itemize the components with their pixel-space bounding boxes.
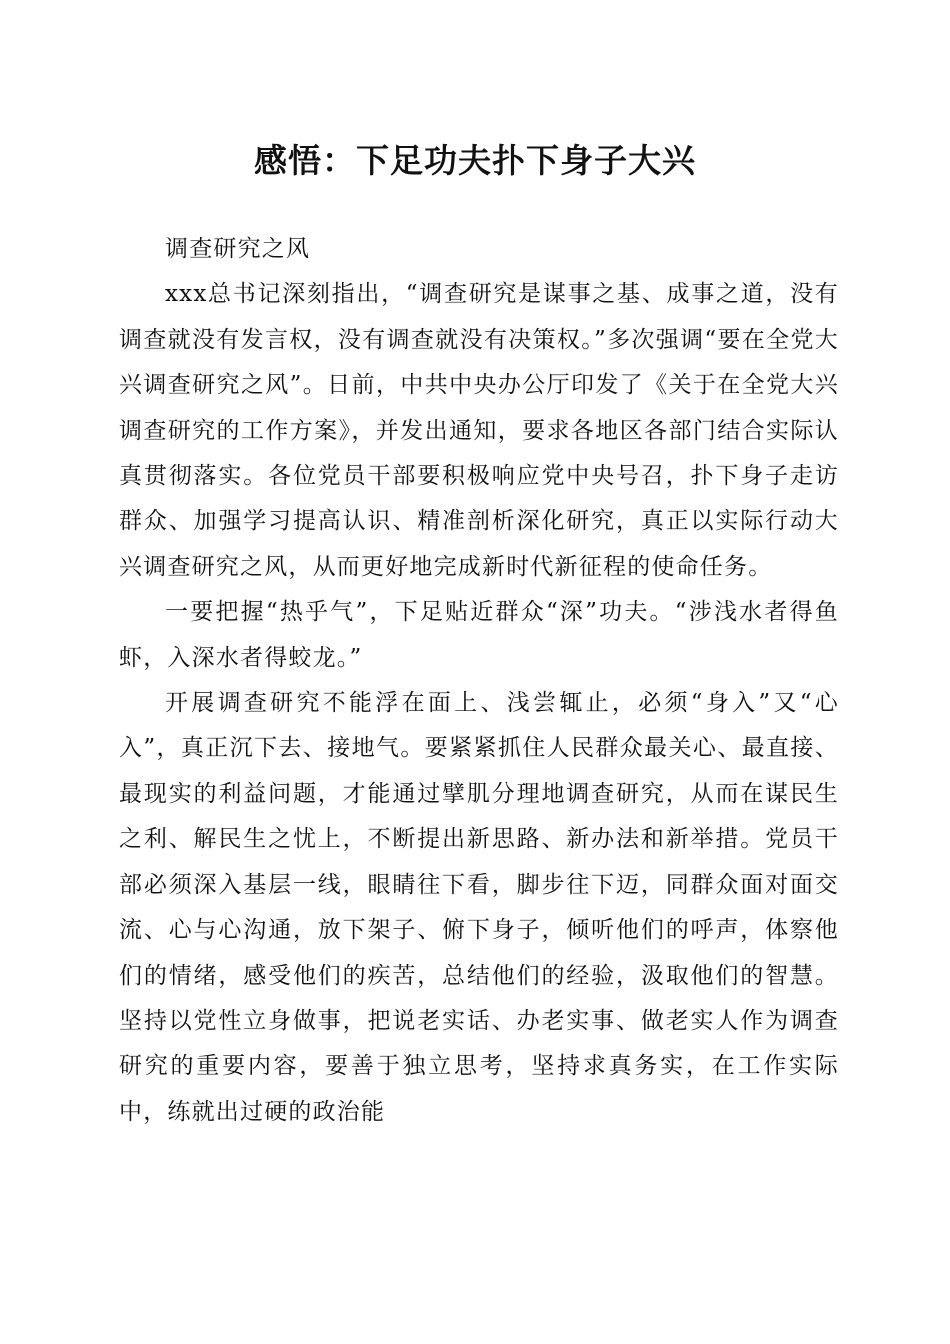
paragraph: xxx总书记深刻指出，“调查研究是谋事之基、成事之道，没有调查就没有发言权，没有调查就没有决策权。”多次强调“要在全党大兴调查研究之风”。日前，中共中央办公厅印发了《关于在全党大兴调查研究的工作方案》，并发出通知，要求各地区各部门结合实际认真贯彻落实。各位党员干部要积极响应党中央号召，扑下身子走访群众、加强学习提高认识、精准剖析深化研究，真正以实际行动大兴调查研究之风，从而更好地完成新时代新征程的使命任务。 bbox=[119, 281, 839, 580]
page-title: 感悟：下足功夫扑下身子大兴 bbox=[254, 141, 696, 180]
paragraph: 开展调查研究不能浮在面上、浅尝辄止，必须“身入”又“心入”，真正沉下去、接地气。要紧紧抓住人民群众最关心、最直接、最现实的利益问题，才能通过擘肌分理地调查研究，从而在谋民生之利、解民生之忧上，不断提出新思路、新办法和新举措。党员干部必须深入基层一线，眼睛往下看，脚步往下迈，同群众面对面交流、心与心沟通，放下架子、俯下身子，倾听他们的呼声，体察他们的情绪，感受他们的疾苦，总结他们的经验，汲取他们的智慧。坚持以党性立身做事，把说老实话、办老实事、做老实人作为调查研究的重要内容，要善于独立思考，坚持求真务实，在工作实际中，练就出过硬的政治能 bbox=[119, 690, 839, 1125]
paragraph: 一要把握“热乎气”，下足贴近群众“深”功夫。“涉浅水者得鱼虾，入深水者得蛟龙。” bbox=[119, 599, 839, 671]
section-heading: 调查研究之风 bbox=[165, 236, 311, 262]
document-body bbox=[119, 227, 839, 1135]
